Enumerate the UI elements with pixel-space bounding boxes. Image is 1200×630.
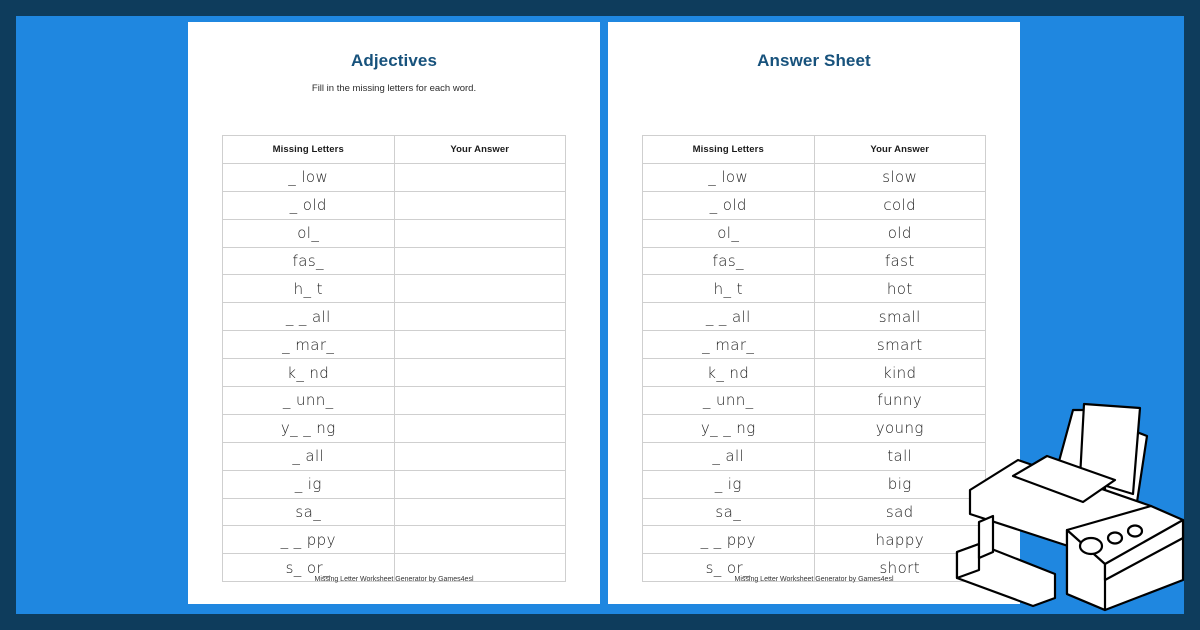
answer-cell: smart	[814, 331, 986, 359]
table-row	[643, 442, 986, 470]
table-row	[643, 331, 986, 359]
table-row	[223, 442, 566, 470]
answer-cell: funny	[814, 387, 986, 415]
puzzle-cell: _ all	[643, 442, 815, 470]
answer-cell[interactable]	[394, 359, 566, 387]
table-row	[223, 219, 566, 247]
printer-illustration	[955, 398, 1200, 614]
puzzle-cell: fas_	[643, 247, 815, 275]
worksheet-table-container	[222, 135, 566, 582]
column-header-missing-letters: Missing Letters	[643, 136, 815, 164]
puzzle-cell: h_ t	[643, 275, 815, 303]
table-row	[223, 303, 566, 331]
answer-cell[interactable]	[394, 498, 566, 526]
puzzle-cell: _ mar_	[643, 331, 815, 359]
answer-cell: fast	[814, 247, 986, 275]
puzzle-cell: fas_	[223, 247, 395, 275]
table-row	[223, 247, 566, 275]
table-header-row	[223, 136, 566, 164]
answer-sheet-footer: Missing Letter Worksheet Generator by Games4esl	[734, 576, 894, 583]
puzzle-cell: ol_	[643, 219, 815, 247]
table-row	[223, 331, 566, 359]
table-row	[643, 498, 986, 526]
answer-sheet-title: Answer Sheet	[757, 51, 871, 70]
worksheet-footer: Missing Letter Worksheet Generator by Games4esl	[314, 576, 474, 583]
answer-cell: short	[814, 554, 986, 582]
worksheet-table	[222, 135, 566, 582]
answer-cell[interactable]	[394, 303, 566, 331]
answer-cell: big	[814, 470, 986, 498]
column-header-your-answer: Your Answer	[394, 136, 566, 164]
table-row	[643, 414, 986, 442]
answer-cell[interactable]	[394, 275, 566, 303]
table-row	[223, 163, 566, 191]
puzzle-cell: sa_	[223, 498, 395, 526]
table-row	[643, 470, 986, 498]
answer-cell[interactable]	[394, 219, 566, 247]
table-row	[223, 470, 566, 498]
printer-button-icon	[1108, 533, 1122, 544]
puzzle-cell: _ ig	[223, 470, 395, 498]
answer-cell: slow	[814, 163, 986, 191]
table-row	[223, 359, 566, 387]
puzzle-cell: y_ _ ng	[223, 414, 395, 442]
puzzle-cell: _ _ all	[643, 303, 815, 331]
puzzle-cell: _ old	[223, 191, 395, 219]
answer-cell: sad	[814, 498, 986, 526]
table-row	[643, 359, 986, 387]
table-row	[223, 275, 566, 303]
table-row	[643, 163, 986, 191]
answer-cell: kind	[814, 359, 986, 387]
puzzle-cell: _ unn_	[223, 387, 395, 415]
worksheet-page	[188, 22, 600, 604]
answer-cell: small	[814, 303, 986, 331]
table-row	[223, 526, 566, 554]
answer-sheet-table-container	[642, 135, 986, 582]
answer-cell[interactable]	[394, 163, 566, 191]
puzzle-cell: s_ or_	[223, 554, 395, 582]
puzzle-cell: y_ _ ng	[643, 414, 815, 442]
puzzle-cell: _ unn_	[643, 387, 815, 415]
table-row	[643, 247, 986, 275]
puzzle-cell: ol_	[223, 219, 395, 247]
puzzle-cell: _ mar_	[223, 331, 395, 359]
puzzle-cell: s_ or_	[643, 554, 815, 582]
puzzle-cell: _ _ ppy	[223, 526, 395, 554]
puzzle-cell: _ _ all	[223, 303, 395, 331]
puzzle-cell: _ old	[643, 191, 815, 219]
puzzle-cell: _ all	[223, 442, 395, 470]
table-row	[643, 526, 986, 554]
table-row	[223, 498, 566, 526]
printer-button-icon	[1128, 526, 1142, 537]
worksheet-title: Adjectives	[350, 51, 438, 70]
answer-cell[interactable]	[394, 414, 566, 442]
answer-cell[interactable]	[394, 247, 566, 275]
answer-cell: hot	[814, 275, 986, 303]
table-row	[643, 191, 986, 219]
worksheet-subtitle: Fill in the missing letters for each word.	[311, 83, 477, 94]
answer-cell[interactable]	[394, 387, 566, 415]
answer-cell: young	[814, 414, 986, 442]
column-header-missing-letters: Missing Letters	[223, 136, 395, 164]
puzzle-cell: _ _ ppy	[643, 526, 815, 554]
puzzle-cell: _ low	[643, 163, 815, 191]
printer-power-button-icon	[1080, 538, 1102, 554]
answer-cell: tall	[814, 442, 986, 470]
answer-cell: cold	[814, 191, 986, 219]
answer-cell: happy	[814, 526, 986, 554]
puzzle-cell: h_ t	[223, 275, 395, 303]
answer-cell[interactable]	[394, 526, 566, 554]
answer-cell[interactable]	[394, 331, 566, 359]
table-row	[223, 414, 566, 442]
answer-cell: old	[814, 219, 986, 247]
answer-cell[interactable]	[394, 470, 566, 498]
table-row	[643, 219, 986, 247]
answer-cell[interactable]	[394, 191, 566, 219]
puzzle-cell: k_ nd	[223, 359, 395, 387]
table-header-row	[643, 136, 986, 164]
answer-sheet-table	[642, 135, 986, 582]
table-row	[223, 387, 566, 415]
puzzle-cell: sa_	[643, 498, 815, 526]
table-row	[643, 275, 986, 303]
puzzle-cell: k_ nd	[643, 359, 815, 387]
answer-cell[interactable]	[394, 442, 566, 470]
table-row	[643, 387, 986, 415]
table-row	[223, 191, 566, 219]
puzzle-cell: _ ig	[643, 470, 815, 498]
table-row	[643, 303, 986, 331]
column-header-your-answer: Your Answer	[814, 136, 986, 164]
puzzle-cell: _ low	[223, 163, 395, 191]
